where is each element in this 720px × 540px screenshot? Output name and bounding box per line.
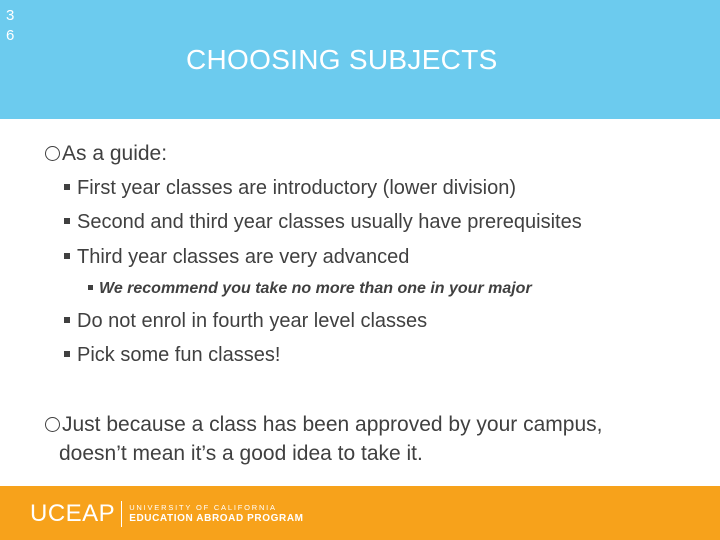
bullet-text: Pick some fun classes! — [77, 344, 281, 366]
bullet-closing-continuation: doesn’t mean it’s a good idea to take it. — [59, 442, 423, 465]
square-bullet-icon — [64, 218, 70, 224]
square-bullet-icon — [64, 184, 70, 190]
bullet-text: First year classes are introductory (lower division) — [77, 177, 517, 199]
logo-program-line: EDUCATION ABROAD PROGRAM — [129, 513, 304, 524]
bullet-text: As a guide: — [62, 142, 168, 165]
hollow-circle-bullet-icon — [45, 417, 60, 432]
square-bullet-icon — [88, 285, 93, 290]
bullet-text: Just because a class has been approved by your campus, — [62, 413, 603, 436]
square-bullet-icon — [64, 253, 70, 259]
sub-sub-bullet-recommend — [88, 280, 532, 298]
hollow-circle-bullet-icon — [45, 146, 60, 161]
slide-number: 36 — [6, 7, 15, 44]
bullet-intro — [45, 142, 167, 166]
sub-bullet-second-third-year — [64, 211, 582, 234]
logo-wordmark: UCEAP — [30, 500, 116, 527]
bullet-text: Do not enrol in fourth year level classes — [77, 310, 428, 332]
sub-bullet-first-year — [64, 177, 516, 200]
logo-university-line: UNIVERSITY OF CALIFORNIA — [129, 503, 277, 512]
bullet-closing — [45, 413, 602, 437]
slide-title: CHOOSING SUBJECTS — [186, 44, 498, 75]
sub-bullet-fun-classes — [64, 344, 280, 367]
bullet-text: Second and third year classes usually have prerequisites — [77, 211, 582, 233]
footer-bar — [0, 486, 720, 540]
uceap-logo — [30, 500, 304, 528]
sub-bullet-fourth-year — [64, 310, 427, 333]
header-bar — [0, 0, 720, 119]
sub-bullet-third-year — [64, 246, 409, 269]
square-bullet-icon — [64, 351, 70, 357]
square-bullet-icon — [64, 317, 70, 323]
logo-subtitle — [129, 503, 303, 525]
bullet-text: We recommend you take no more than one in your major — [99, 280, 532, 297]
bullet-text: Third year classes are very advanced — [77, 246, 410, 268]
logo-divider — [121, 501, 122, 527]
